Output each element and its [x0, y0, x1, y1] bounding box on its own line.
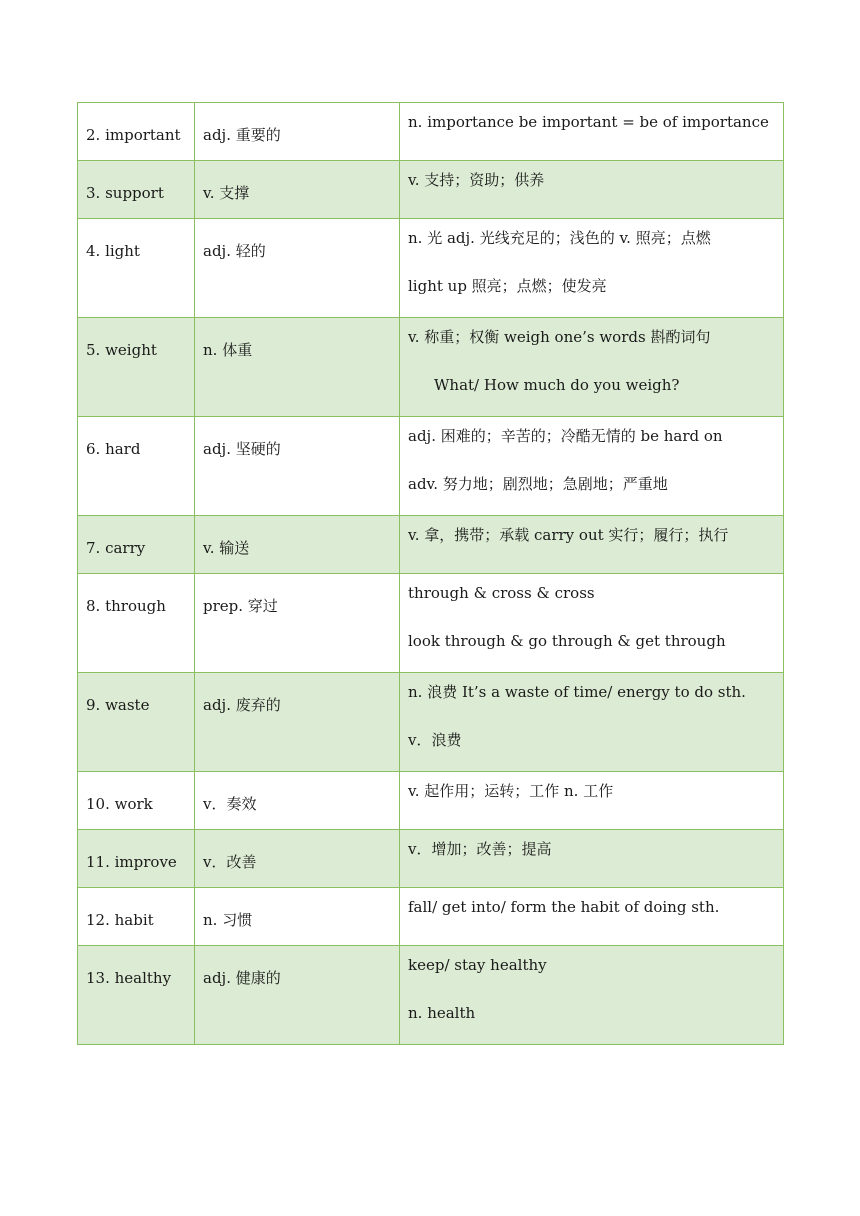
meaning-cell: adj. 废弃的	[195, 673, 400, 772]
extra-line: v. 起作用；运转；工作 n. 工作	[408, 782, 614, 800]
word-cell: 10. work	[78, 772, 195, 830]
table-row	[78, 417, 784, 516]
meaning-cell: n. 体重	[195, 318, 400, 417]
extra-cell	[400, 574, 784, 673]
word-cell: 6. hard	[78, 417, 195, 516]
meaning-cell: adj. 轻的	[195, 219, 400, 318]
word-cell: 4. light	[78, 219, 195, 318]
extra-line: n. 浪费 It’s a waste of time/ energy to do sth.	[408, 683, 746, 701]
meaning-cell: adj. 坚硬的	[195, 417, 400, 516]
extra-cell	[400, 318, 784, 417]
extra-line: n. health	[408, 1004, 476, 1022]
extra-line: keep/ stay healthy	[408, 956, 547, 974]
table-row	[78, 103, 784, 161]
table-row	[78, 772, 784, 830]
word-cell: 2. important	[78, 103, 195, 161]
table-row	[78, 888, 784, 946]
extra-cell	[400, 161, 784, 219]
extra-cell	[400, 417, 784, 516]
meaning-cell: v. 支撑	[195, 161, 400, 219]
extra-cell	[400, 830, 784, 888]
meaning-cell: n. 习惯	[195, 888, 400, 946]
extra-line: fall/ get into/ form the habit of doing sth.	[408, 898, 720, 916]
extra-line: look through & go through & get through	[408, 632, 726, 650]
meaning-cell: v. 输送	[195, 516, 400, 574]
meaning-cell: v．改善	[195, 830, 400, 888]
table-row	[78, 574, 784, 673]
table-row	[78, 673, 784, 772]
vocabulary-table	[77, 102, 784, 1045]
extra-line: adj. 困难的；辛苦的；冷酷无情的 be hard on	[408, 427, 723, 445]
extra-line: v．浪费	[408, 731, 462, 749]
extra-line: n. 光 adj. 光线充足的；浅色的 v. 照亮；点燃	[408, 229, 711, 247]
word-cell: 12. habit	[78, 888, 195, 946]
extra-cell	[400, 772, 784, 830]
word-cell: 3. support	[78, 161, 195, 219]
extra-line: v. 支持；资助；供养	[408, 171, 545, 189]
table-row	[78, 161, 784, 219]
table-row	[78, 830, 784, 888]
meaning-cell: adj. 健康的	[195, 946, 400, 1045]
table-row	[78, 946, 784, 1045]
word-cell: 9. waste	[78, 673, 195, 772]
word-cell: 13. healthy	[78, 946, 195, 1045]
table-row	[78, 516, 784, 574]
extra-line: through & cross & cross	[408, 584, 595, 602]
extra-line: What/ How much do you weigh?	[434, 376, 680, 394]
table-row	[78, 219, 784, 318]
table-row	[78, 318, 784, 417]
extra-cell	[400, 673, 784, 772]
word-cell: 7. carry	[78, 516, 195, 574]
extra-cell	[400, 219, 784, 318]
meaning-cell: prep. 穿过	[195, 574, 400, 673]
meaning-cell: v．奏效	[195, 772, 400, 830]
word-cell: 11. improve	[78, 830, 195, 888]
extra-cell	[400, 946, 784, 1045]
extra-line: v．增加；改善；提高	[408, 840, 552, 858]
extra-line: n. importance be important = be of importance	[408, 113, 769, 131]
word-cell: 5. weight	[78, 318, 195, 417]
extra-line: v. 拿，携带；承载 carry out 实行；履行；执行	[408, 526, 729, 544]
extra-cell	[400, 888, 784, 946]
extra-line: v. 称重；权衡 weigh one’s words 斟酌词句	[408, 328, 711, 346]
extra-cell	[400, 103, 784, 161]
extra-cell	[400, 516, 784, 574]
meaning-cell: adj. 重要的	[195, 103, 400, 161]
extra-line: adv. 努力地；剧烈地；急剧地；严重地	[408, 475, 668, 493]
extra-line: light up 照亮；点燃；使发亮	[408, 277, 607, 295]
word-cell: 8. through	[78, 574, 195, 673]
